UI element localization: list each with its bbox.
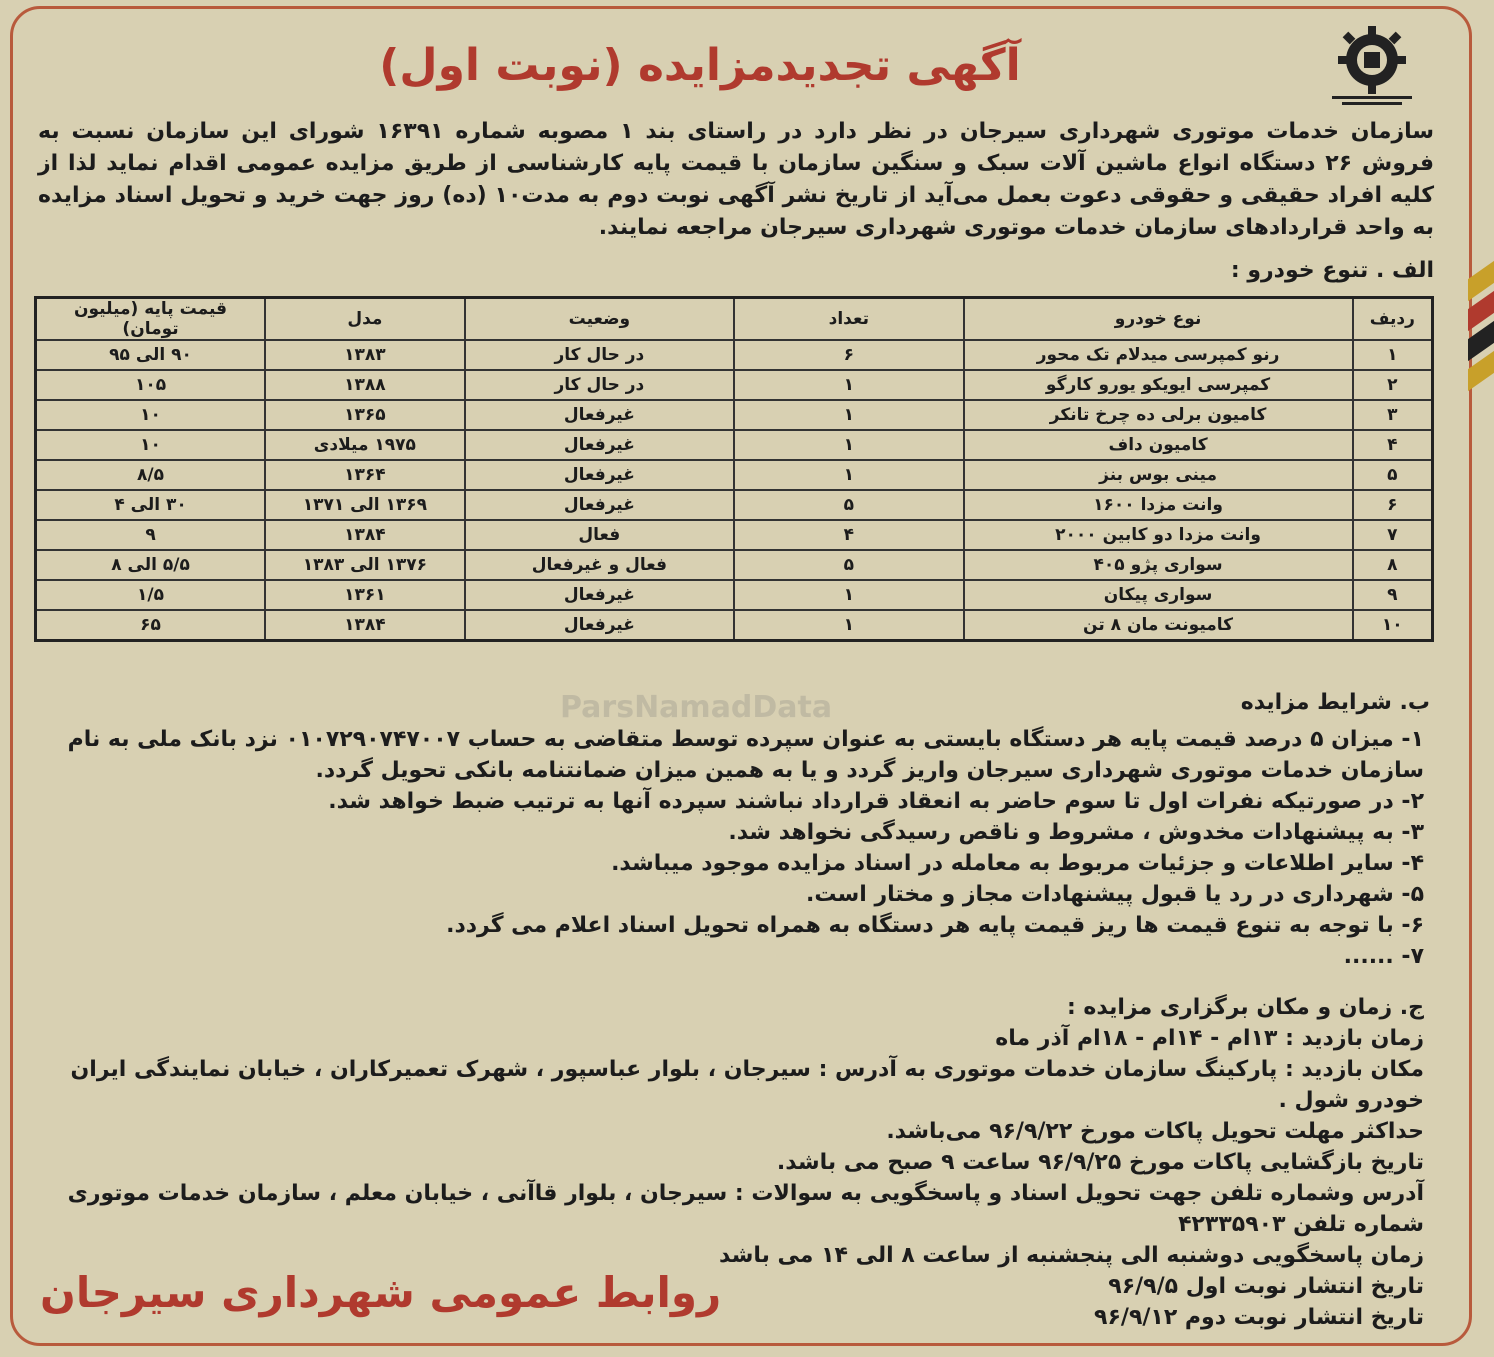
cell-price: ۶۵ <box>36 610 266 641</box>
cell-count: ۶ <box>734 340 963 370</box>
cell-index: ۵ <box>1353 460 1433 490</box>
decorative-stripes <box>1468 270 1494 410</box>
ad-title: آگهی تجدیدمزایده (نوبت اول) <box>379 40 1021 91</box>
schedule-line: زمان پاسخگویی دوشنبه الی پنجشنبه از ساعت ۸ الی ۱۴ می باشد <box>719 1243 1424 1268</box>
cell-status: در حال کار <box>465 340 734 370</box>
condition-item: ۶- با توجه به تنوع قیمت ها ریز قیمت پایه هر دستگاه به همراه تحویل اسناد اعلام می گردد. <box>446 913 1424 938</box>
section-b-heading: ب. شرایط مزایده <box>1240 690 1430 715</box>
cell-status: غیرفعال <box>465 430 734 460</box>
cell-count: ۵ <box>734 490 963 520</box>
header-cell: نوع خودرو <box>964 298 1353 341</box>
cell-vehicle: وانت مزدا دو کابین ۲۰۰۰ <box>964 520 1353 550</box>
cell-price: ۱۰ <box>36 400 266 430</box>
cell-vehicle: کمپرسی ایویکو یورو کارگو <box>964 370 1353 400</box>
schedule-line: تاریخ انتشار نوبت دوم ۹۶/۹/۱۲ <box>1094 1305 1424 1330</box>
cell-index: ۱۰ <box>1353 610 1433 641</box>
cell-index: ۹ <box>1353 580 1433 610</box>
table-row <box>36 580 1433 610</box>
table-row <box>36 550 1433 580</box>
cell-index: ۲ <box>1353 370 1433 400</box>
table-row <box>36 340 1433 370</box>
cell-status: فعال و غیرفعال <box>465 550 734 580</box>
watermark-text: ParsNamadData <box>560 690 833 725</box>
table-row <box>36 430 1433 460</box>
gear-logo-icon <box>1324 24 1420 94</box>
table-row <box>36 370 1433 400</box>
table-header-row <box>36 298 1433 341</box>
cell-model: ۱۳۸۴ <box>265 610 465 641</box>
section-c-heading: ج. زمان و مکان برگزاری مزایده : <box>1066 995 1424 1020</box>
municipality-logo <box>1322 24 1422 116</box>
cell-model: ۱۳۸۴ <box>265 520 465 550</box>
header-cell: وضعیت <box>465 298 734 341</box>
schedule-line: آدرس وشماره تلفن جهت تحویل اسناد و پاسخگویی به سوالات : سیرجان ، بلوار قاآنی ، خیابان معلم ، سازمان خدمات موتوری شماره تلفن ۴۲۳۳۵۹۰۳ <box>67 1181 1424 1237</box>
cell-vehicle: سواری پژو ۴۰۵ <box>964 550 1353 580</box>
cell-status: غیرفعال <box>465 610 734 641</box>
cell-index: ۷ <box>1353 520 1433 550</box>
conditions-list <box>34 724 1424 972</box>
condition-item: ۲- در صورتیکه نفرات اول تا سوم حاضر به انعقاد قرارداد نباشند سپرده آنها به ترتیب ضبط خواهد شد. <box>328 789 1424 814</box>
schedule-line: مکان بازدید : پارکینگ سازمان خدمات موتوری به آدرس : سیرجان ، بلوار عباسپور ، شهرک تعمیرکاران ، خیابان نمایندگی ایران خودرو شول . <box>70 1057 1424 1113</box>
cell-vehicle: کامیون داف <box>964 430 1353 460</box>
condition-item: ۳- به پیشنهادات مخدوش ، مشروط و ناقص رسیدگی نخواهد شد. <box>728 820 1424 845</box>
cell-model: ۱۳۶۱ <box>265 580 465 610</box>
cell-index: ۳ <box>1353 400 1433 430</box>
cell-count: ۵ <box>734 550 963 580</box>
cell-index: ۸ <box>1353 550 1433 580</box>
cell-model: ۱۳۸۳ <box>265 340 465 370</box>
cell-vehicle: سواری پیکان <box>964 580 1353 610</box>
cell-index: ۴ <box>1353 430 1433 460</box>
cell-status: غیرفعال <box>465 460 734 490</box>
table-row <box>36 400 1433 430</box>
cell-vehicle: کامیونت مان ۸ تن <box>964 610 1353 641</box>
cell-price: ۳۰ الی ۴ <box>36 490 266 520</box>
cell-price: ۱/۵ <box>36 580 266 610</box>
cell-model: ۱۳۸۸ <box>265 370 465 400</box>
condition-item: ۱- میزان ۵ درصد قیمت پایه هر دستگاه بایستی به عنوان سپرده توسط متقاضی به حساب ۰۱۰۷۲۹۰۷۴۷۰۰۷ نزد بانک ملی به نام سازمان خدمات موتوری شهرداری سیرجان واریز گردد و یا به همین میزان ضمانتنامه بانکی تحویل گردد. <box>67 727 1424 783</box>
condition-item: ۷- ...... <box>1343 944 1424 969</box>
cell-model: ۱۳۶۹ الی ۱۳۷۱ <box>265 490 465 520</box>
cell-index: ۱ <box>1353 340 1433 370</box>
cell-status: در حال کار <box>465 370 734 400</box>
cell-price: ۹ <box>36 520 266 550</box>
header-cell: مدل <box>265 298 465 341</box>
cell-price: ۹۰ الی ۹۵ <box>36 340 266 370</box>
footer-public-relations: روابط عمومی شهرداری سیرجان <box>40 1268 722 1317</box>
cell-status: فعال <box>465 520 734 550</box>
cell-model: ۱۹۷۵ میلادی <box>265 430 465 460</box>
header-cell: تعداد <box>734 298 963 341</box>
table-row <box>36 460 1433 490</box>
condition-item: ۴- سایر اطلاعات و جزئیات مربوط به معامله در اسناد مزایده موجود میباشد. <box>611 851 1424 876</box>
table-row <box>36 520 1433 550</box>
cell-price: ۵/۵ الی ۸ <box>36 550 266 580</box>
cell-status: غیرفعال <box>465 580 734 610</box>
cell-vehicle: رنو کمپرسی میدلام تک محور <box>964 340 1353 370</box>
header-cell: ردیف <box>1353 298 1433 341</box>
vehicle-table <box>34 296 1434 642</box>
cell-model: ۱۳۷۶ الی ۱۳۸۳ <box>265 550 465 580</box>
cell-model: ۱۳۶۴ <box>265 460 465 490</box>
cell-count: ۱ <box>734 400 963 430</box>
cell-vehicle: وانت مزدا ۱۶۰۰ <box>964 490 1353 520</box>
condition-item: ۵- شهرداری در رد یا قبول پیشنهادات مجاز و مختار است. <box>806 882 1424 907</box>
cell-model: ۱۳۶۵ <box>265 400 465 430</box>
cell-vehicle: کامیون برلی ده چرخ تانکر <box>964 400 1353 430</box>
cell-count: ۱ <box>734 460 963 490</box>
table-row <box>36 490 1433 520</box>
cell-count: ۱ <box>734 430 963 460</box>
schedule-line: حداکثر مهلت تحویل پاکات مورخ ۹۶/۹/۲۲ می‌باشد. <box>886 1119 1424 1144</box>
cell-status: غیرفعال <box>465 490 734 520</box>
schedule-line: تاریخ انتشار نوبت اول ۹۶/۹/۵ <box>1108 1274 1424 1299</box>
cell-count: ۴ <box>734 520 963 550</box>
schedule-line: زمان بازدید : ۱۳ام - ۱۴ام - ۱۸ام آذر ماه <box>995 1026 1424 1051</box>
section-a-heading: الف . تنوع خودرو : <box>1230 258 1434 283</box>
cell-index: ۶ <box>1353 490 1433 520</box>
cell-price: ۱۰۵ <box>36 370 266 400</box>
header-cell: قیمت پایه (میلیون تومان) <box>36 298 266 341</box>
cell-status: غیرفعال <box>465 400 734 430</box>
cell-count: ۱ <box>734 610 963 641</box>
table-row <box>36 610 1433 641</box>
schedule-line: تاریخ بازگشایی پاکات مورخ ۹۶/۹/۲۵ ساعت ۹ صبح می باشد. <box>776 1150 1424 1175</box>
cell-count: ۱ <box>734 580 963 610</box>
intro-paragraph: سازمان خدمات موتوری شهرداری سیرجان در نظر دارد در راستای بند ۱ مصوبه شماره ۱۶۳۹۱ شورای این سازمان نسبت به فروش ۲۶ دستگاه انواع ماشین آلات سبک و سنگین سازمان با قیمت پایه کارشناسی از طریق مزایده عمومی اقدام نماید لذا از کلیه افراد حقیقی و حقوقی دعوت بعمل می‌آید از تاریخ نشر آگهی نوبت دوم به مدت۱۰ (ده) روز جهت خرید و تحویل اسناد مزایده به واحد قراردادهای سازمان خدمات موتوری شهرداری سیرجان مراجعه نمایند. <box>38 119 1434 240</box>
cell-count: ۱ <box>734 370 963 400</box>
cell-price: ۸/۵ <box>36 460 266 490</box>
cell-vehicle: مینی بوس بنز <box>964 460 1353 490</box>
cell-price: ۱۰ <box>36 430 266 460</box>
